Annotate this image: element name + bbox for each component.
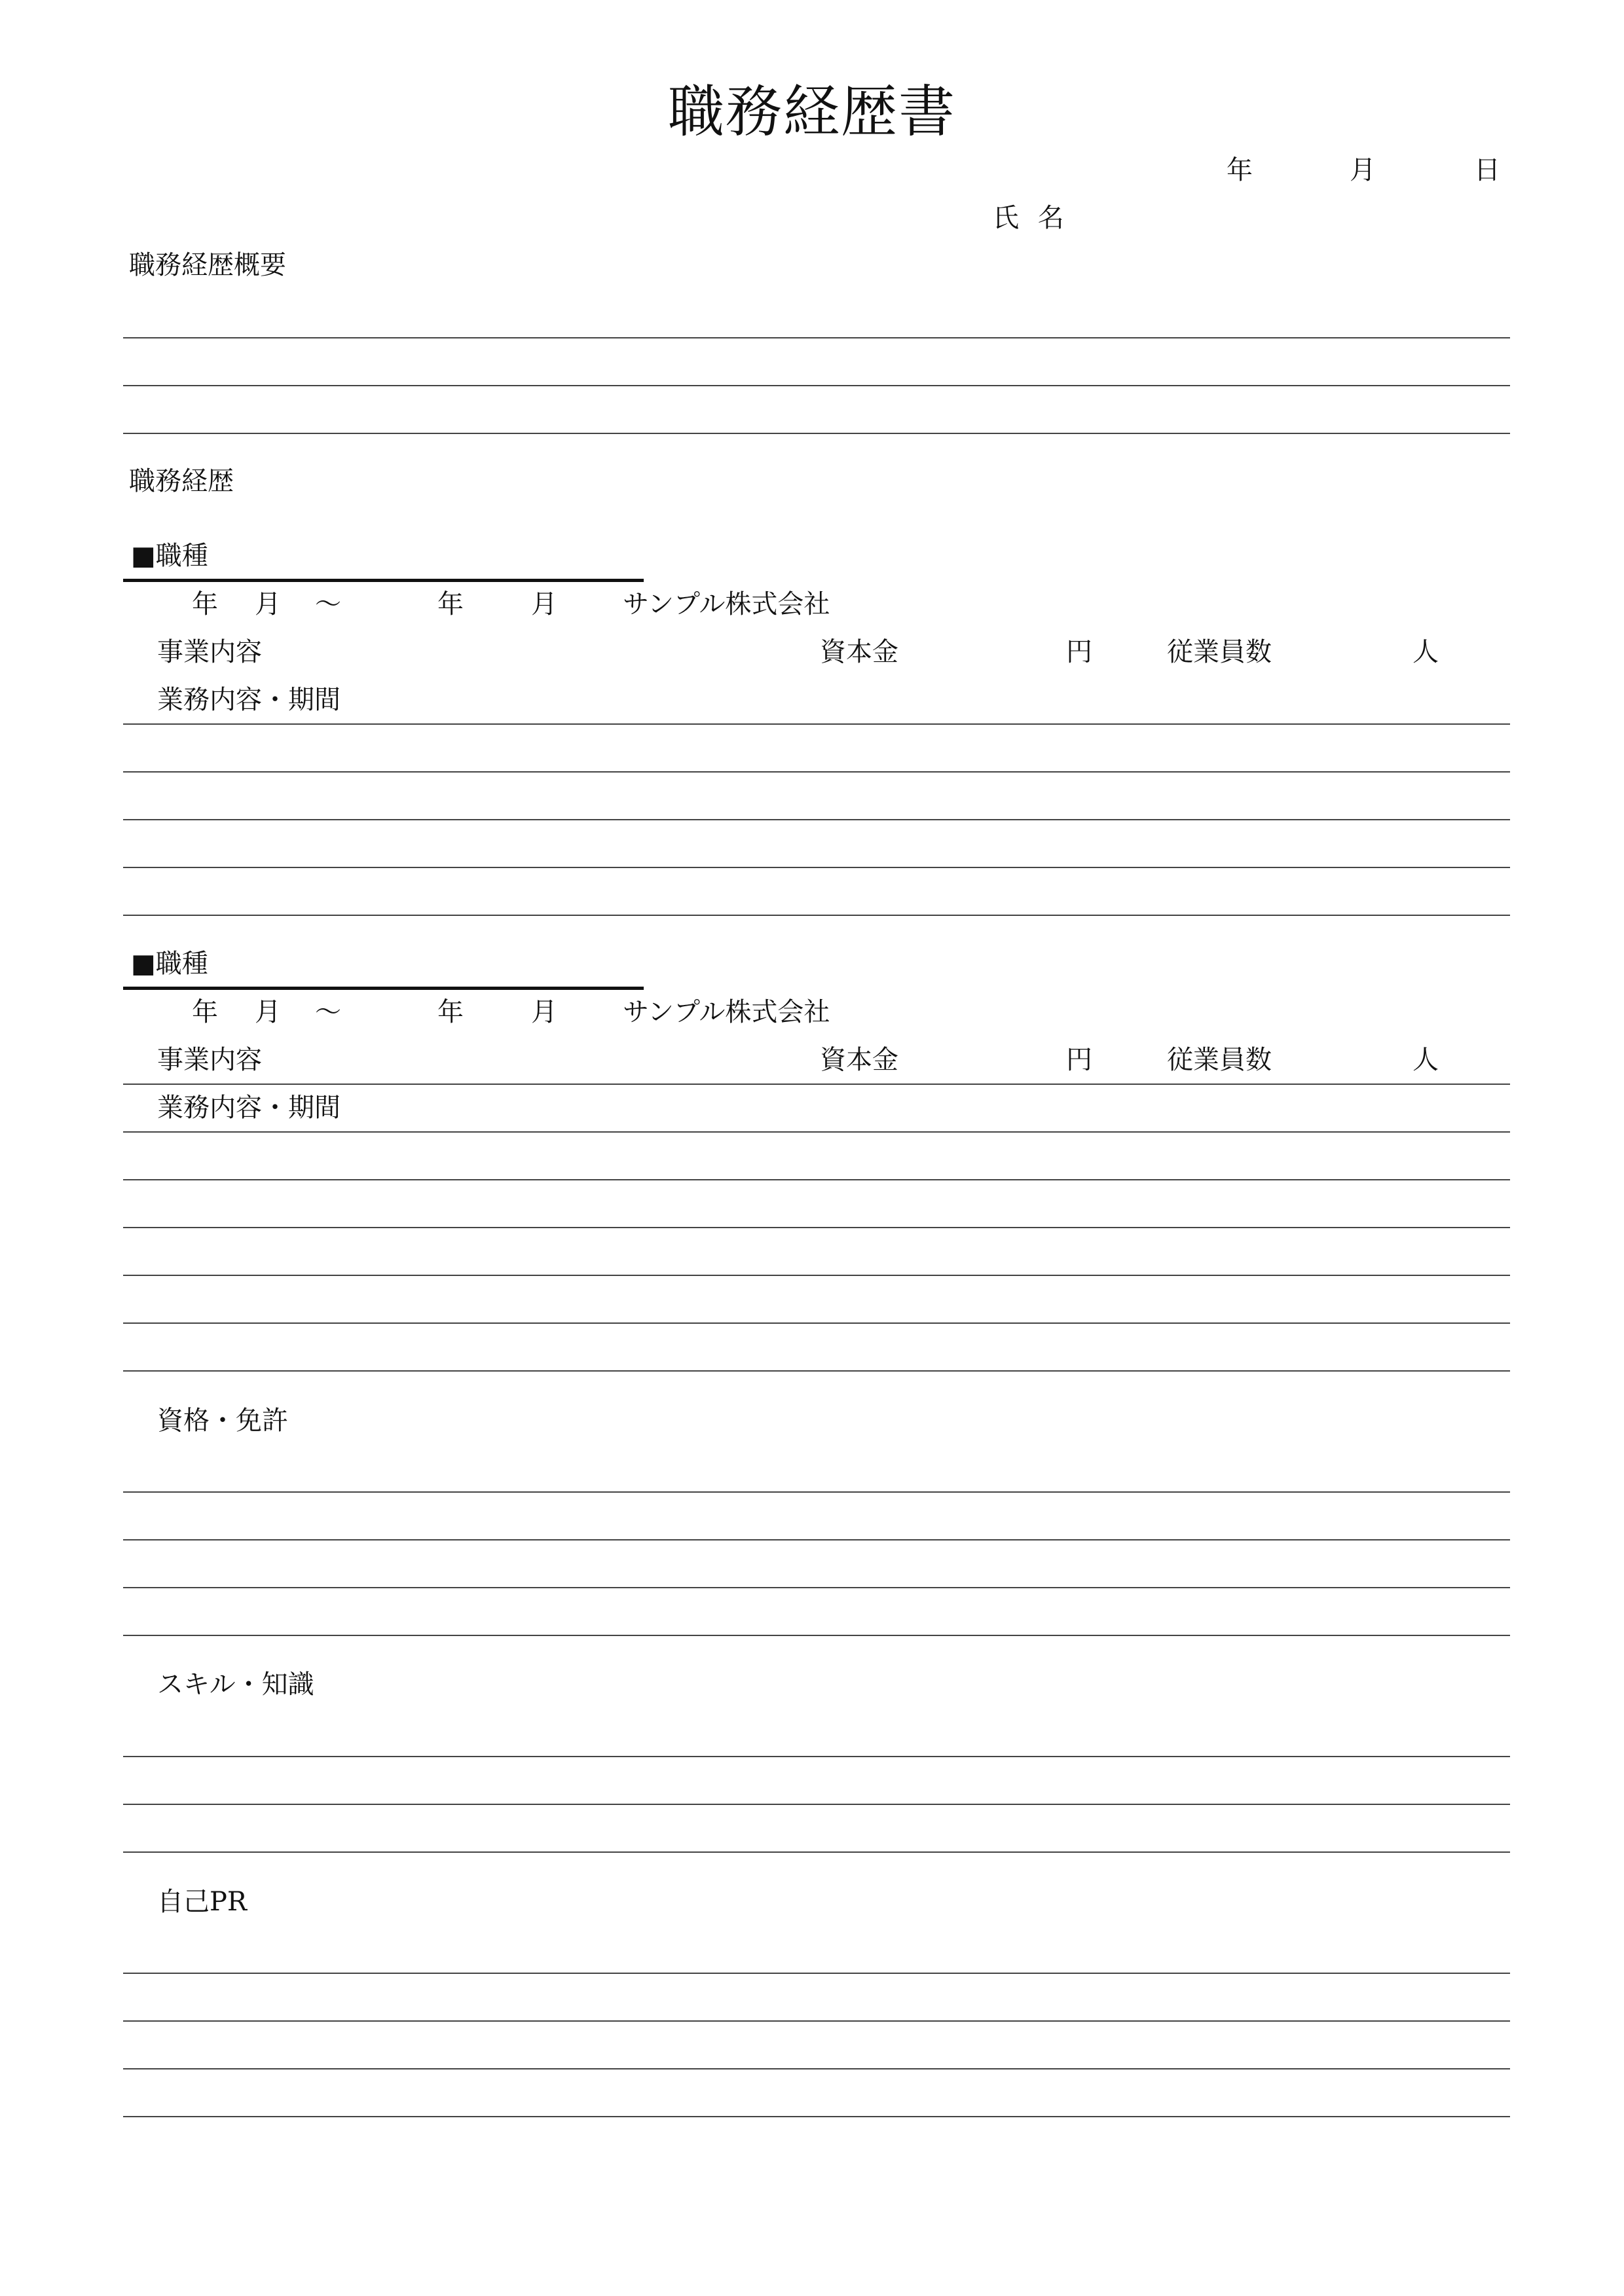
entry-line[interactable] bbox=[123, 1370, 1510, 1372]
business-label: 事業内容 bbox=[157, 637, 262, 667]
entry-line[interactable] bbox=[123, 1275, 1510, 1276]
skills-line[interactable] bbox=[123, 1851, 1510, 1853]
self-pr-line[interactable] bbox=[123, 2068, 1510, 2069]
job-type-heading: ■職種 bbox=[131, 541, 208, 571]
self-pr-line[interactable] bbox=[123, 2116, 1510, 2117]
qualifications-line[interactable] bbox=[123, 1635, 1510, 1636]
qualifications-line[interactable] bbox=[123, 1587, 1510, 1588]
capital-label: 資本金 bbox=[820, 1045, 898, 1075]
start-month-label: 月 bbox=[255, 589, 281, 619]
entry-line[interactable] bbox=[123, 1131, 1510, 1133]
entry-line[interactable] bbox=[123, 1084, 1510, 1085]
document-title: 職務経歴書 bbox=[668, 79, 956, 145]
end-month-label: 月 bbox=[531, 997, 557, 1027]
period-tilde: 〜 bbox=[315, 997, 341, 1027]
business-label: 事業内容 bbox=[157, 1045, 262, 1075]
period-tilde: 〜 bbox=[315, 589, 341, 619]
entry-line[interactable] bbox=[123, 819, 1510, 820]
end-year-label: 年 bbox=[437, 589, 464, 619]
capital-label: 資本金 bbox=[820, 637, 898, 667]
job-type-underline bbox=[123, 579, 644, 582]
skills-line[interactable] bbox=[123, 1804, 1510, 1805]
qualifications-heading: 資格・免許 bbox=[157, 1406, 288, 1436]
entry-line[interactable] bbox=[123, 915, 1510, 916]
history-heading: 職務経歴 bbox=[129, 466, 234, 496]
date-year-label: 年 bbox=[1227, 155, 1253, 185]
name-label: 氏 名 bbox=[993, 203, 1069, 233]
entry-line[interactable] bbox=[123, 1179, 1510, 1180]
skills-line[interactable] bbox=[123, 1756, 1510, 1757]
self-pr-line[interactable] bbox=[123, 2020, 1510, 2022]
entry-line[interactable] bbox=[123, 867, 1510, 868]
start-year-label: 年 bbox=[192, 997, 218, 1027]
job-type-underline bbox=[123, 987, 644, 990]
entry-line[interactable] bbox=[123, 723, 1510, 725]
duties-label: 業務内容・期間 bbox=[157, 685, 341, 715]
company-name: サンプル株式会社 bbox=[623, 589, 830, 619]
entry-line[interactable] bbox=[123, 1322, 1510, 1324]
person-label: 人 bbox=[1412, 637, 1439, 667]
date-day-label: 日 bbox=[1474, 155, 1500, 185]
job-type-heading: ■職種 bbox=[131, 949, 208, 979]
employees-label: 従業員数 bbox=[1167, 1045, 1272, 1075]
date-month-label: 月 bbox=[1350, 155, 1376, 185]
yen-label: 円 bbox=[1066, 1045, 1092, 1075]
start-year-label: 年 bbox=[192, 589, 218, 619]
summary-line[interactable] bbox=[123, 337, 1510, 338]
summary-line[interactable] bbox=[123, 433, 1510, 434]
self-pr-line[interactable] bbox=[123, 1973, 1510, 1974]
skills-heading: スキル・知識 bbox=[157, 1669, 314, 1700]
self-pr-heading: 自己PR bbox=[157, 1887, 248, 1917]
summary-heading: 職務経歴概要 bbox=[129, 250, 286, 280]
entry-line[interactable] bbox=[123, 771, 1510, 773]
yen-label: 円 bbox=[1066, 637, 1092, 667]
person-label: 人 bbox=[1412, 1045, 1439, 1075]
duties-label: 業務内容・期間 bbox=[157, 1093, 341, 1123]
summary-line[interactable] bbox=[123, 385, 1510, 386]
start-month-label: 月 bbox=[255, 997, 281, 1027]
company-name: サンプル株式会社 bbox=[623, 997, 830, 1027]
entry-line[interactable] bbox=[123, 1227, 1510, 1228]
qualifications-line[interactable] bbox=[123, 1491, 1510, 1493]
employees-label: 従業員数 bbox=[1167, 637, 1272, 667]
qualifications-line[interactable] bbox=[123, 1539, 1510, 1540]
end-month-label: 月 bbox=[531, 589, 557, 619]
end-year-label: 年 bbox=[437, 997, 464, 1027]
